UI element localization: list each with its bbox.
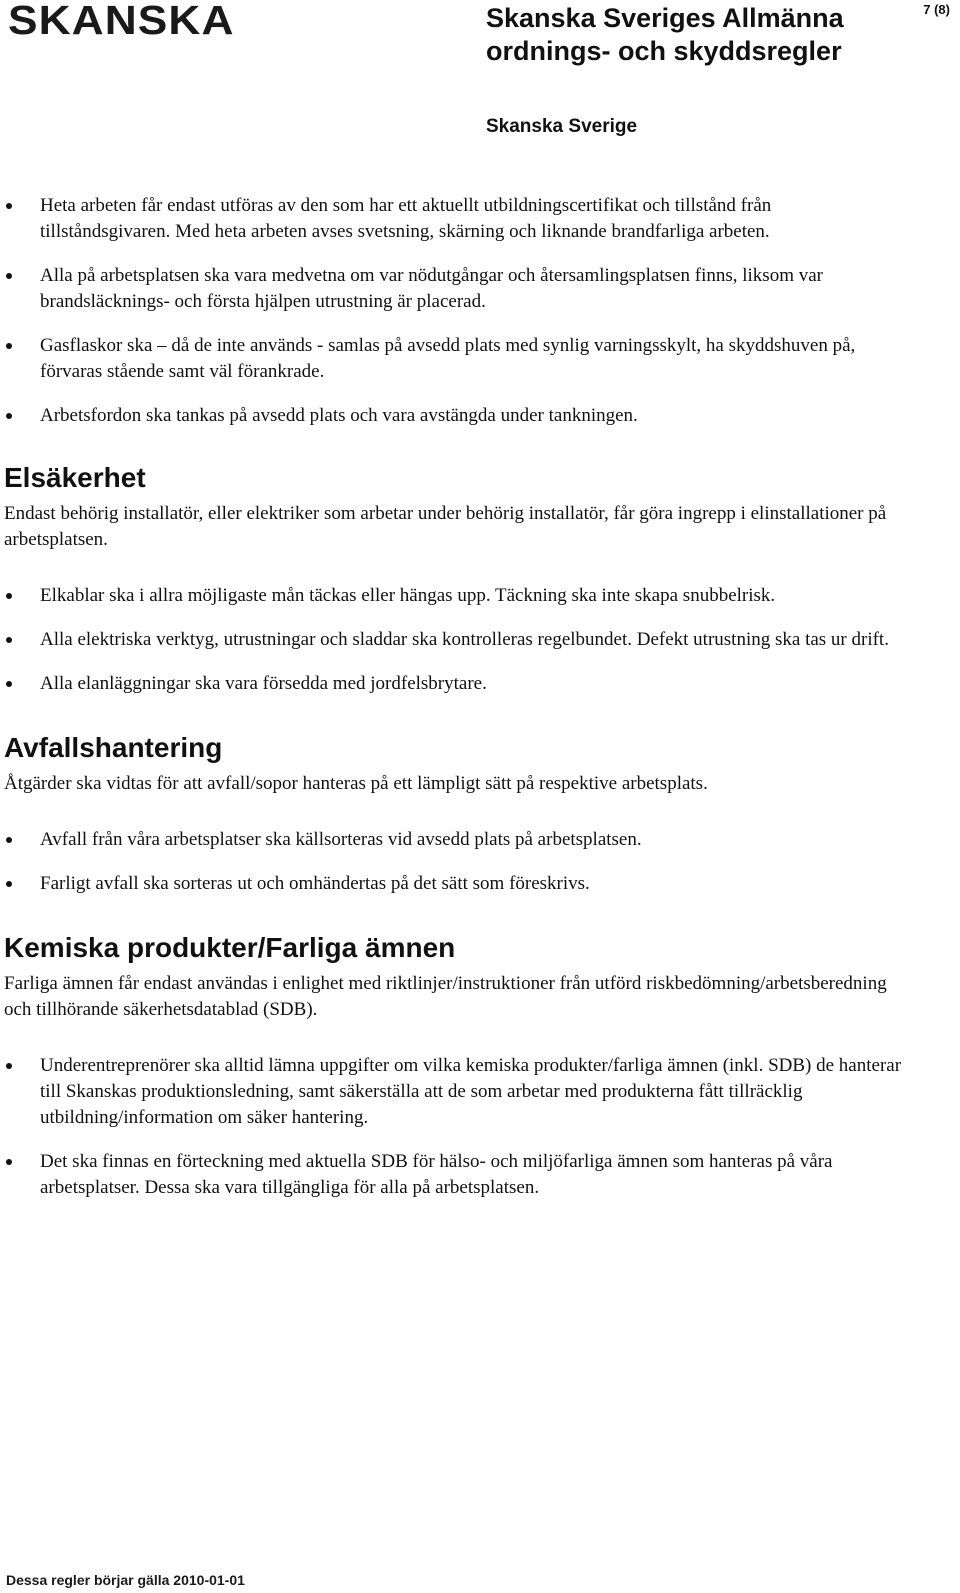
document-subtitle: Skanska Sverige [486,116,638,137]
list-item: Elkablar ska i allra möjligaste mån täckas eller hängas upp. Täckning ska inte skapa snubbelrisk. [4,583,904,609]
page-number: 7 (8) [923,2,950,17]
document-title: Skanska Sveriges Allmänna ordnings- och skyddsregler [486,3,844,66]
document-body [4,193,904,1219]
section-elsakerhet [4,461,904,697]
section-kemiska-produkter [4,931,904,1201]
list-item: Farligt avfall ska sorteras ut och omhändertas på det sätt som föreskrivs. [4,871,904,897]
section-heading: Elsäkerhet [4,462,146,493]
section-paragraph: Endast behörig installatör, eller elektriker som arbetar under behörig installatör, får göra ingrepp i elinstallationer på arbetsplatsen. [4,503,887,550]
section-bullet-list [4,827,904,897]
list-item: Avfall från våra arbetsplatser ska källsorteras vid avsedd plats på arbetsplatsen. [4,827,904,853]
section-avfallshantering [4,731,904,897]
list-item: Alla elektriska verktyg, utrustningar och sladdar ska kontrolleras regelbundet. Defekt utrustning ska tas ur drift. [4,627,904,653]
section-paragraph: Farliga ämnen får endast användas i enlighet med riktlinjer/instruktioner från utförd riskbedömning/arbetsberedning och tillhörande säkerhetsdatablad (SDB). [4,973,887,1020]
section-heading: Avfallshantering [4,732,223,763]
list-item: Gasflaskor ska – då de inte används - samlas på avsedd plats med synlig varningsskylt, ha skyddshuven på, förvaras stående samt väl förankrade. [4,333,904,385]
list-item: Underentreprenörer ska alltid lämna uppgifter om vilka kemiska produkter/farliga ämnen (inkl. SDB) de hanterar till Skanskas produktionsledning, samt säkerställa att de som arbetar med produkterna fått tillräcklig utbildning/information om säker hantering. [4,1053,904,1131]
section-heading: Kemiska produkter/Farliga ämnen [4,932,456,963]
list-item: Det ska finnas en förteckning med aktuella SDB för hälso- och miljöfarliga ämnen som hanteras på våra arbetsplatser. Dessa ska vara tillgängliga för alla på arbetsplatsen. [4,1149,904,1201]
section-bullet-list [4,583,904,697]
skanska-logo: SKANSKA [8,0,235,43]
intro-bullet-list [4,193,904,429]
footer-validity-note: Dessa regler börjar gälla 2010-01-01 [6,1572,245,1588]
section-paragraph: Åtgärder ska vidtas för att avfall/sopor hanteras på ett lämpligt sätt på respektive arbetsplats. [4,773,708,794]
list-item: Alla elanläggningar ska vara försedda med jordfelsbrytare. [4,671,904,697]
section-bullet-list [4,1053,904,1201]
list-item: Arbetsfordon ska tankas på avsedd plats och vara avstängda under tankningen. [4,403,904,429]
list-item: Alla på arbetsplatsen ska vara medvetna om var nödutgångar och återsamlingsplatsen finns, liksom var brandsläcknings- och första hjälpen utrustning är placerad. [4,263,904,315]
list-item: Heta arbeten får endast utföras av den som har ett aktuellt utbildningscertifikat och tillstånd från tillståndsgivaren. Med heta arbeten avses svetsning, skärning och liknande brandfarliga arbeten. [4,193,904,245]
